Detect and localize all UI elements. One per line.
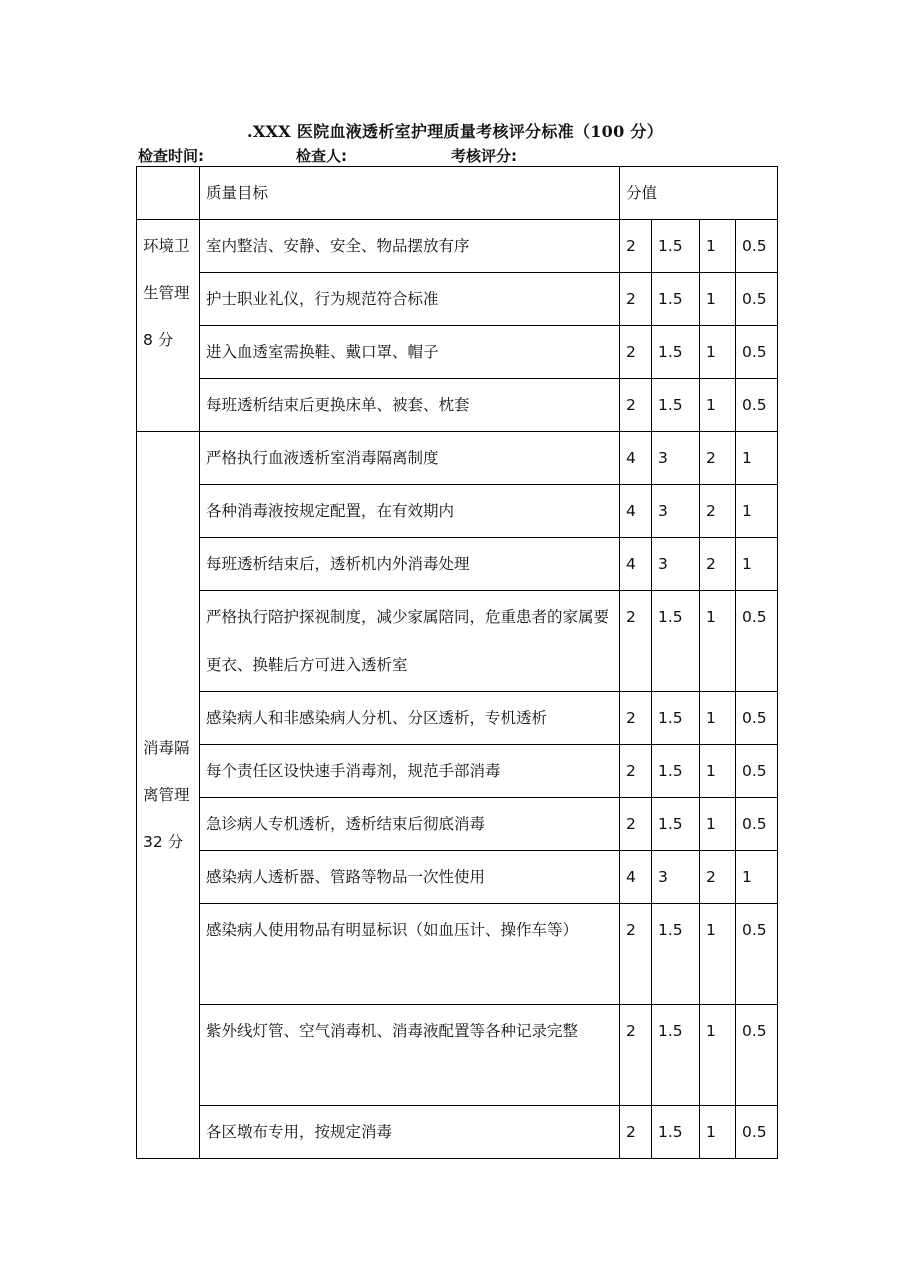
- score-cell: 0.5: [736, 273, 778, 326]
- score-cell: 1: [700, 692, 736, 745]
- score-cell: 2: [620, 379, 652, 432]
- check-time-label: 检查时间:: [138, 147, 204, 165]
- score-cell: 3: [652, 432, 700, 485]
- score-cell: 2: [620, 904, 652, 1005]
- document-title: .XXX 医院血液透析室护理质量考核评分标准（100 分）: [246, 122, 664, 141]
- section-name: 消毒隔离管理 32 分: [137, 432, 200, 1159]
- score-cell: 2: [620, 220, 652, 273]
- table-row: [137, 745, 778, 798]
- goal-cell: 急诊病人专机透析，透析结束后彻底消毒: [200, 798, 620, 851]
- goal-cell: 感染病人使用物品有明显标识（如血压计、操作车等）: [200, 904, 620, 1005]
- goal-cell: 室内整洁、安静、安全、物品摆放有序: [200, 220, 620, 273]
- goal-cell: 严格执行血液透析室消毒隔离制度: [200, 432, 620, 485]
- goal-cell: 感染病人和非感染病人分机、分区透析，专机透析: [200, 692, 620, 745]
- score-cell: 1.5: [652, 1005, 700, 1106]
- score-cell: 1: [700, 798, 736, 851]
- header-score: 分值: [620, 167, 778, 220]
- goal-cell: 每班透析结束后更换床单、被套、枕套: [200, 379, 620, 432]
- score-cell: 2: [620, 591, 652, 692]
- score-cell: 0.5: [736, 745, 778, 798]
- score-cell: 4: [620, 432, 652, 485]
- score-cell: 1.5: [652, 591, 700, 692]
- section-name: 环境卫生管理 8 分: [137, 220, 200, 432]
- score-cell: 0.5: [736, 692, 778, 745]
- table-row: [137, 692, 778, 745]
- goal-cell: 感染病人透析器、管路等物品一次性使用: [200, 851, 620, 904]
- table-row: [137, 904, 778, 1005]
- score-cell: 0.5: [736, 326, 778, 379]
- score-cell: 0.5: [736, 379, 778, 432]
- score-cell: 1.5: [652, 379, 700, 432]
- score-cell: 1: [700, 273, 736, 326]
- score-cell: 1.5: [652, 798, 700, 851]
- table-row: [137, 798, 778, 851]
- score-cell: 1: [700, 220, 736, 273]
- header-goal: 质量目标: [200, 167, 620, 220]
- score-cell: 0.5: [736, 904, 778, 1005]
- score-cell: 2: [620, 1106, 652, 1159]
- score-cell: 1: [736, 538, 778, 591]
- score-cell: 4: [620, 538, 652, 591]
- table-row: [137, 432, 778, 485]
- table-row: [137, 273, 778, 326]
- score-cell: 2: [700, 432, 736, 485]
- score-cell: 1: [700, 1106, 736, 1159]
- goal-cell: 各区墩布专用，按规定消毒: [200, 1106, 620, 1159]
- score-cell: 2: [620, 326, 652, 379]
- score-label: 考核评分:: [451, 147, 517, 165]
- table-row: [137, 485, 778, 538]
- score-cell: 2: [700, 851, 736, 904]
- score-cell: 2: [620, 745, 652, 798]
- table-row: [137, 1106, 778, 1159]
- header-blank-cell: [137, 167, 200, 220]
- score-cell: 0.5: [736, 798, 778, 851]
- score-cell: 1.5: [652, 1106, 700, 1159]
- goal-cell: 每个责任区设快速手消毒剂，规范手部消毒: [200, 745, 620, 798]
- score-cell: 2: [700, 485, 736, 538]
- score-cell: 1: [736, 432, 778, 485]
- goal-cell: 严格执行陪护探视制度，减少家属陪同，危重患者的家属要更衣、换鞋后方可进入透析室: [200, 591, 620, 692]
- score-cell: 1.5: [652, 220, 700, 273]
- score-cell: 1.5: [652, 273, 700, 326]
- score-cell: 2: [620, 798, 652, 851]
- score-cell: 1: [736, 851, 778, 904]
- score-cell: 0.5: [736, 220, 778, 273]
- score-cell: 1.5: [652, 326, 700, 379]
- score-cell: 1.5: [652, 904, 700, 1005]
- table-row: [137, 220, 778, 273]
- score-cell: 1: [700, 904, 736, 1005]
- score-cell: 2: [700, 538, 736, 591]
- score-cell: 0.5: [736, 1106, 778, 1159]
- score-cell: 0.5: [736, 591, 778, 692]
- scoring-table: [136, 166, 778, 1159]
- table-header-row: [137, 167, 778, 220]
- score-cell: 1: [736, 485, 778, 538]
- inspector-label: 检查人:: [296, 147, 347, 165]
- goal-cell: 护士职业礼仪，行为规范符合标准: [200, 273, 620, 326]
- score-cell: 3: [652, 851, 700, 904]
- score-cell: 2: [620, 273, 652, 326]
- score-cell: 1: [700, 379, 736, 432]
- table-row: [137, 591, 778, 692]
- table-row: [137, 1005, 778, 1106]
- table-row: [137, 851, 778, 904]
- score-cell: 3: [652, 538, 700, 591]
- score-cell: 1: [700, 745, 736, 798]
- score-cell: 4: [620, 485, 652, 538]
- table-row: [137, 326, 778, 379]
- goal-cell: 进入血透室需换鞋、戴口罩、帽子: [200, 326, 620, 379]
- score-cell: 4: [620, 851, 652, 904]
- goal-cell: 每班透析结束后，透析机内外消毒处理: [200, 538, 620, 591]
- score-cell: 1: [700, 326, 736, 379]
- goal-cell: 各种消毒液按规定配置，在有效期内: [200, 485, 620, 538]
- table-row: [137, 538, 778, 591]
- score-cell: 1.5: [652, 745, 700, 798]
- score-cell: 2: [620, 1005, 652, 1106]
- score-cell: 1: [700, 591, 736, 692]
- score-cell: 2: [620, 692, 652, 745]
- table-row: [137, 379, 778, 432]
- score-cell: 0.5: [736, 1005, 778, 1106]
- score-cell: 3: [652, 485, 700, 538]
- goal-cell: 紫外线灯管、空气消毒机、消毒液配置等各种记录完整: [200, 1005, 620, 1106]
- score-cell: 1: [700, 1005, 736, 1106]
- score-cell: 1.5: [652, 692, 700, 745]
